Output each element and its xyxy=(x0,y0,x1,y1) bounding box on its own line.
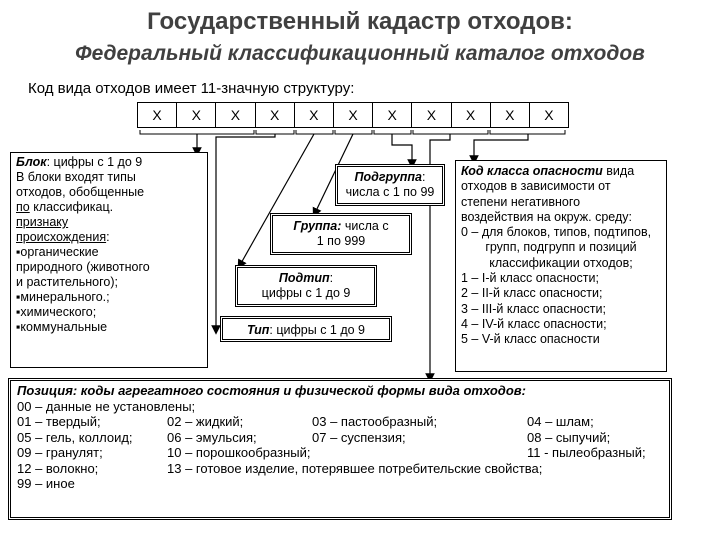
podgruppa-text: числа с 1 по 99 xyxy=(345,185,435,199)
kod-class-item: 4 – IV-й класс опасности; xyxy=(461,316,607,331)
code-digit-cell: Х xyxy=(412,103,451,127)
bracket-digit-5 xyxy=(296,130,333,134)
kod-text: воздействия на окруж. среду: xyxy=(461,209,632,224)
pozicia-item: 06 – эмульсия; xyxy=(167,429,257,445)
bracket-digit-7 xyxy=(374,130,411,134)
gruppa-text: 1 по 999 xyxy=(316,234,366,248)
blok-text: природного (животного xyxy=(16,260,150,274)
kod-text: 0 – для блоков, типов, подтипов, xyxy=(461,225,652,240)
kod-class-item: 3 – III-й класс опасности; xyxy=(461,301,606,316)
bracket-digits-1-3 xyxy=(140,130,254,134)
intro-text: Код вида отходов имеет 11-значную структуру: xyxy=(28,80,355,97)
pozicia-heading: Позиция: коды агрегатного состояния и физической формы вида отходов: xyxy=(17,383,526,398)
code-digit-cell: Х xyxy=(177,103,216,127)
pozicia-item: 09 – гранулят; xyxy=(17,445,103,460)
page-title: Государственный кадастр отходов: xyxy=(147,8,573,35)
bracket-digits-10-11 xyxy=(490,130,565,134)
podgruppa-box xyxy=(335,164,445,206)
kod-class-item: 5 – V-й класс опасности xyxy=(461,332,600,347)
podtip-box xyxy=(235,265,377,307)
pozicia-item: 04 – шлам; xyxy=(527,414,594,429)
podtip-label: Подтип xyxy=(278,271,330,285)
podgruppa-label: Подгруппа xyxy=(354,170,423,184)
tip-box xyxy=(220,316,392,342)
pozicia-item: 00 – данные не установлены; xyxy=(17,398,196,414)
blok-list-item: ▪химического; xyxy=(16,305,97,319)
gruppa-label: Группа: xyxy=(293,219,342,233)
blok-text: признаку xyxy=(16,215,69,229)
podtip-text: : xyxy=(329,271,334,285)
kod-class-item: 2 – II-й класс опасности; xyxy=(461,286,603,301)
kod-text: групп, подгрупп и позиций xyxy=(485,240,637,255)
pozicia-item: 02 – жидкий; xyxy=(167,414,244,429)
pozicia-item: 10 – порошкообразный; xyxy=(167,445,311,460)
pozicia-item: 01 – твердый; xyxy=(17,414,101,429)
code-digit-cell: Х xyxy=(373,103,412,127)
blok-text: по xyxy=(16,200,30,214)
code-digit-cell: Х xyxy=(334,103,373,127)
tip-label: Тип xyxy=(246,323,270,337)
bracket-digits-8-9 xyxy=(413,130,488,134)
blok-box xyxy=(10,152,208,368)
bracket-digit-4 xyxy=(256,130,294,134)
blok-list-item: ▪органические xyxy=(16,245,99,259)
blok-text: : цифры с 1 до 9 xyxy=(46,155,143,169)
page-subtitle: Федеральный классификационный каталог отходов xyxy=(75,42,645,65)
code-digit-cell: Х xyxy=(491,103,530,127)
kod-text: отходов в зависимости от xyxy=(461,179,611,194)
code-digit-cell: Х xyxy=(138,103,177,127)
code-digit-cell: Х xyxy=(544,107,554,123)
bracket-digit-6 xyxy=(335,130,372,134)
pozicia-item: 03 – пастообразный; xyxy=(312,414,438,429)
kod-label: Код класса опасности xyxy=(461,164,603,178)
blok-list-item: ▪минерального.; xyxy=(16,290,110,304)
gruppa-box xyxy=(270,213,412,255)
tip-text: : цифры с 1 до 9 xyxy=(269,323,366,337)
pozicia-item: 11 - пылеобразный; xyxy=(527,445,646,460)
blok-text: отходов, обобщенные xyxy=(16,185,145,199)
pozicia-item: 12 – волокно; xyxy=(17,460,99,476)
kod-class-item: 1 – I-й класс опасности; xyxy=(461,271,599,286)
pozicia-box xyxy=(8,378,672,520)
pozicia-item: 07 – суспензия; xyxy=(312,429,406,445)
podtip-text: цифры с 1 до 9 xyxy=(261,286,351,300)
code-digit-cell: Х xyxy=(295,103,334,127)
gruppa-text: числа с xyxy=(341,219,389,233)
code-digit-cell: Х xyxy=(256,103,295,127)
code-digit-cell: Х xyxy=(452,103,491,127)
kod-text: классификации отходов; xyxy=(489,255,633,270)
pozicia-item: 05 – гель, коллоид; xyxy=(17,429,133,445)
pozicia-item: 08 – сыпучий; xyxy=(527,429,611,445)
podgruppa-text: : xyxy=(422,170,426,184)
code-digit-cell: Х xyxy=(216,103,255,127)
pozicia-item: 13 – готовое изделие, потерявшее потребительские свойства; xyxy=(167,460,543,476)
blok-label: Блок xyxy=(16,155,47,169)
blok-text: и растительного); xyxy=(16,275,118,289)
blok-text: : xyxy=(106,230,110,244)
kod-klassa-box xyxy=(455,160,667,372)
pozicia-item: 99 – иное xyxy=(17,476,75,491)
kod-text: вида xyxy=(602,164,635,178)
blok-text: классификац. xyxy=(29,200,114,214)
blok-list-item: ▪коммунальные xyxy=(16,320,108,334)
blok-text: происхождения xyxy=(16,230,107,244)
blok-text: В блоки входят типы xyxy=(16,170,136,184)
kod-text: степени негативного xyxy=(461,194,581,209)
